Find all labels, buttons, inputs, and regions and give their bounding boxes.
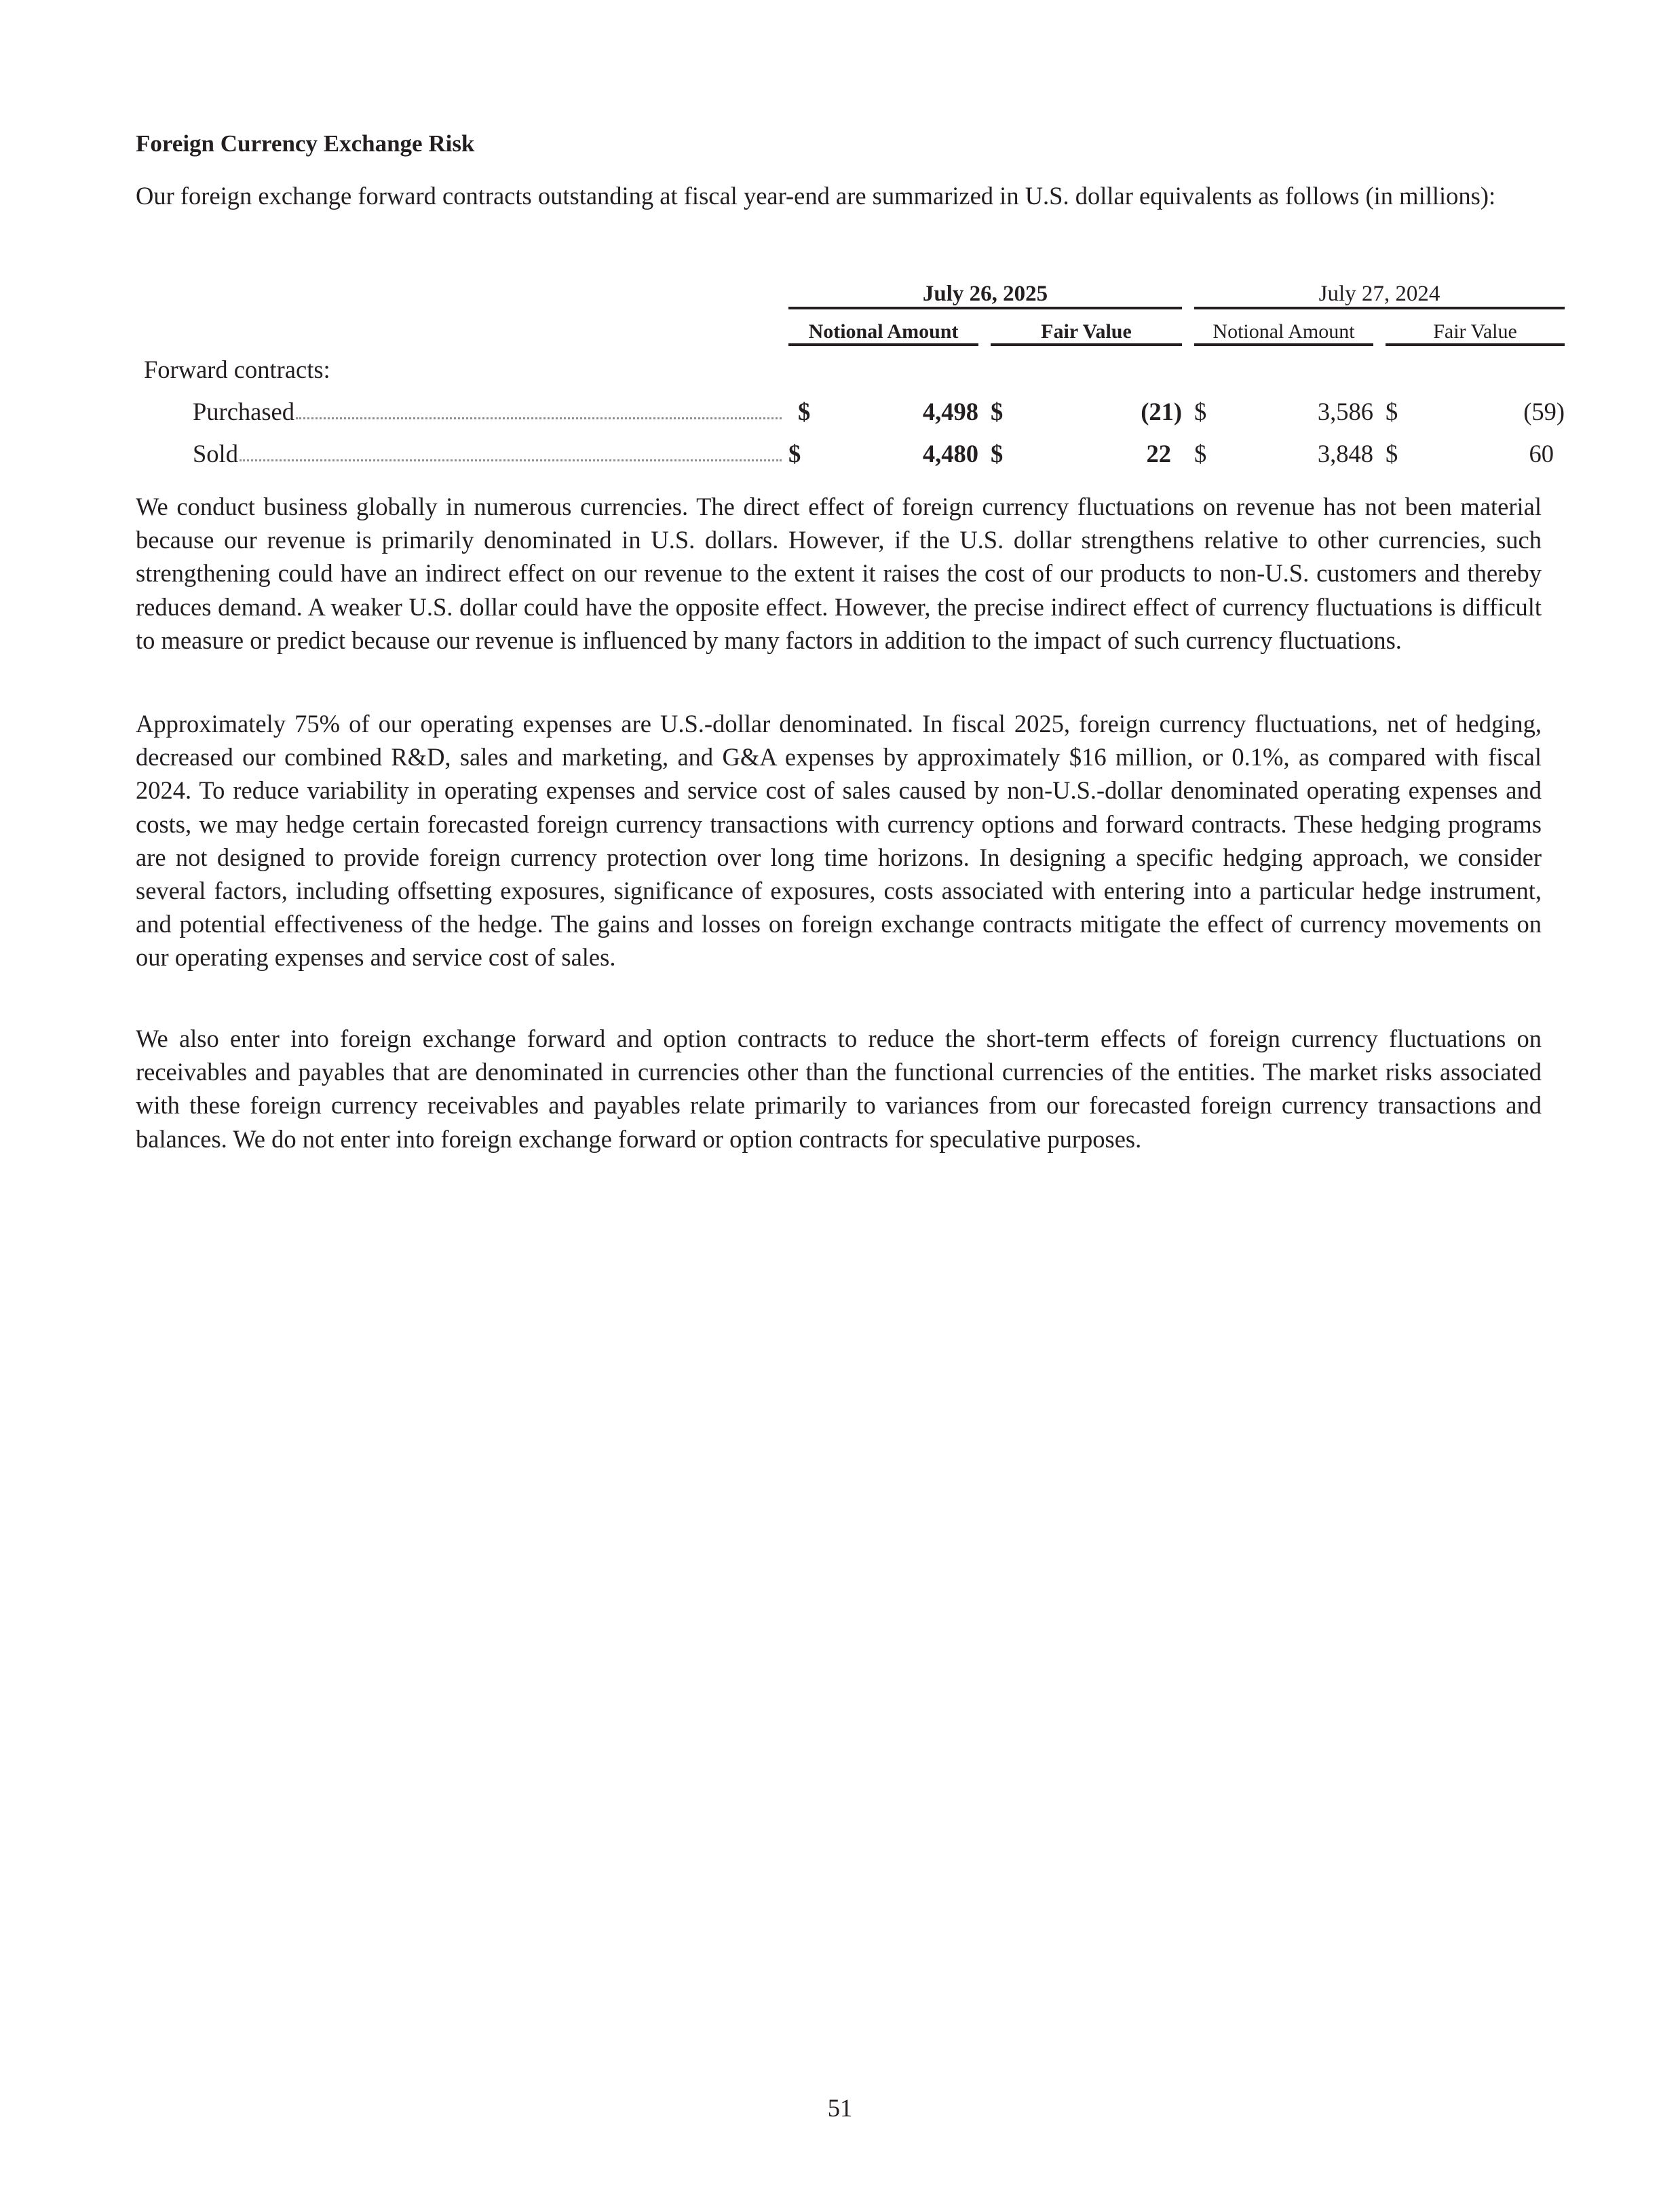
forward-contracts-table	[136, 271, 1565, 468]
currency-symbol: $	[1386, 398, 1398, 425]
fair-value-2025-sold: 22	[1146, 440, 1171, 468]
page-number: 51	[827, 2094, 853, 2122]
currency-symbol: $	[1386, 440, 1398, 468]
body-paragraph-receivables-payables: We also enter into foreign exchange forward and option contracts to reduce the short-term effects of foreign currency fluctuations on receivables and payables that are denominated in currencies other than the functional currencies of the entities. The market risks associated with these foreign currency receivables and payables relate primarily to variances from our forecasted foreign currency transactions and balances. We do not enter into foreign exchange forward or option contracts for speculative purposes.	[136, 1025, 1542, 1153]
notional-2024-sold: 3,848	[1317, 440, 1373, 468]
body-paragraph-currency-effect: We conduct business globally in numerous currencies. The direct effect of foreign currency fluctuations on revenue has not been material because our revenue is primarily denominated in U.S. dollars. However, if the U.S. dollar strengthens relative to other currencies, such strengthening could have an indirect effect on our revenue to the extent it raises the cost of our products to non-U.S. customers and thereby reduces demand. A weaker U.S. dollar could have the opposite effect. However, the precise indirect effect of currency fluctuations is difficult to measure or predict because our revenue is influenced by many factors in addition to the impact of such currency fluctuations.	[136, 493, 1542, 654]
dot-leader	[240, 459, 782, 461]
currency-symbol: $	[991, 440, 1004, 468]
body-paragraph-operating-expenses: Approximately 75% of our operating expenses are U.S.-dollar denominated. In fiscal 2025, foreign currency fluctuations, net of hedging, decreased our combined R&D, sales and marketing, and G&A expenses by approximately $16 million, or 0.1%, as compared with fiscal 2024. To reduce variability in operating expenses and service cost of sales caused by non-U.S.-dollar denominated operating expenses and costs, we may hedge certain forecasted foreign currency transactions with currency options and forward contracts. These hedging programs are not designed to provide foreign currency protection over long time horizons. In designing a specific hedging approach, we consider several factors, including offsetting exposures, significance of exposures, costs associated with entering into a particular hedge instrument, and potential effectiveness of the hedge. The gains and losses on foreign exchange contracts mitigate the effect of currency movements on our operating expenses and service cost of sales.	[136, 710, 1542, 972]
column-header-notional-2024: Notional Amount	[1194, 308, 1373, 345]
forward-contracts-label: Forward contracts:	[144, 356, 330, 383]
notional-2024-purchased: 3,586	[1317, 398, 1373, 425]
currency-symbol: $	[798, 398, 811, 425]
fair-value-2025-purchased: (21)	[1141, 398, 1182, 425]
intro-paragraph: Our foreign exchange forward contracts outstanding at fiscal year-end are summarized in U.S. dollar equivalents as follows (in millions):	[136, 182, 1496, 210]
fair-value-2024-purchased: (59)	[1523, 398, 1565, 425]
column-header-notional-2025: Notional Amount	[788, 308, 978, 345]
notional-2025-purchased: 4,498	[922, 398, 978, 425]
table-row-sold	[136, 426, 1565, 468]
notional-2025-sold: 4,480	[922, 440, 978, 468]
currency-symbol: $	[788, 440, 801, 468]
column-header-fair-value-2024: Fair Value	[1386, 308, 1565, 345]
section-heading: Foreign Currency Exchange Risk	[136, 130, 475, 157]
dot-leader	[296, 417, 782, 419]
column-header-fair-value-2025: Fair Value	[991, 308, 1182, 345]
row-label-sold: Sold	[193, 440, 238, 468]
currency-symbol: $	[1194, 440, 1207, 468]
currency-symbol: $	[991, 398, 1004, 425]
table-row-purchased	[136, 384, 1565, 426]
currency-symbol: $	[1194, 398, 1207, 425]
fair-value-2024-sold: 60	[1529, 440, 1554, 468]
period-header-2024: July 27, 2024	[1194, 271, 1565, 308]
row-label-purchased: Purchased	[193, 398, 295, 425]
period-header-2025: July 26, 2025	[788, 271, 1182, 308]
